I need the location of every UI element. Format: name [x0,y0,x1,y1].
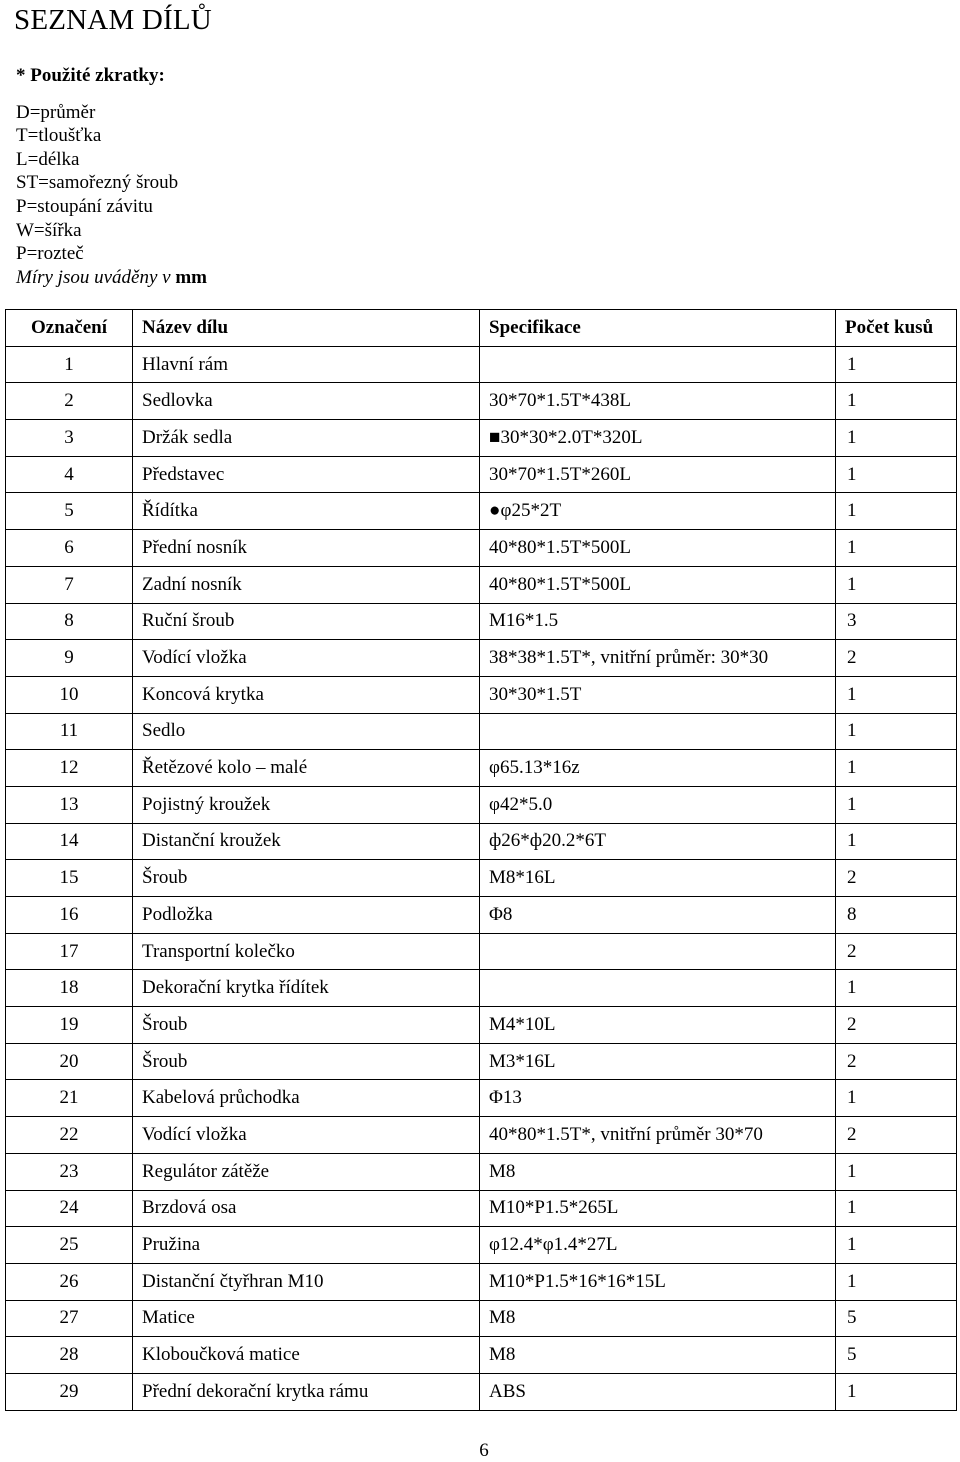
abbreviation-item: T=tloušťka [16,125,102,147]
cell-quantity: 2 [836,1007,957,1044]
abbreviation-item: P=rozteč [16,243,84,265]
cell-designation: 4 [6,456,133,493]
cell-specification: ф26*ф20.2*6T [480,823,836,860]
cell-specification: 30*30*1.5T [480,676,836,713]
cell-part-name: Transportní kolečko [133,933,480,970]
cell-quantity: 1 [836,750,957,787]
cell-specification: ABS [480,1373,836,1410]
table-row [6,530,957,567]
cell-designation: 1 [6,346,133,383]
cell-quantity: 1 [836,1190,957,1227]
cell-specification: Φ13 [480,1080,836,1117]
cell-specification: M4*10L [480,1007,836,1044]
cell-part-name: Kabelová průchodka [133,1080,480,1117]
cell-part-name: Řetězové kolo – malé [133,750,480,787]
cell-specification: Φ8 [480,897,836,934]
cell-part-name: Ruční šroub [133,603,480,640]
cell-designation: 14 [6,823,133,860]
cell-designation: 26 [6,1263,133,1300]
cell-part-name: Přední nosník [133,530,480,567]
cell-part-name: Vodící vložka [133,1117,480,1154]
cell-designation: 3 [6,420,133,457]
cell-designation: 9 [6,640,133,677]
cell-part-name: Šroub [133,1043,480,1080]
table-row [6,750,957,787]
table-row [6,1300,957,1337]
abbreviation-item: W=šířka [16,219,82,241]
cell-specification: M8 [480,1300,836,1337]
cell-quantity: 8 [836,897,957,934]
units-note-text: Míry jsou uváděny v [16,266,171,288]
cell-quantity: 1 [836,456,957,493]
cell-quantity: 3 [836,603,957,640]
cell-specification: M3*16L [480,1043,836,1080]
cell-part-name: Hlavní rám [133,346,480,383]
table-row [6,676,957,713]
cell-specification: 40*80*1.5T*500L [480,530,836,567]
cell-quantity: 1 [836,1227,957,1264]
cell-quantity: 1 [836,530,957,567]
table-row [6,1227,957,1264]
cell-quantity: 2 [836,640,957,677]
table-row [6,1043,957,1080]
cell-specification: 30*70*1.5T*260L [480,456,836,493]
cell-part-name: Vodící vložka [133,640,480,677]
cell-quantity: 1 [836,1153,957,1190]
cell-specification: 38*38*1.5T*, vnitřní průměr: 30*30 [480,640,836,677]
cell-designation: 21 [6,1080,133,1117]
table-row [6,970,957,1007]
cell-quantity: 2 [836,1117,957,1154]
cell-quantity: 1 [836,566,957,603]
cell-part-name: Kloboučková matice [133,1337,480,1374]
cell-specification: ●φ25*2T [480,493,836,530]
table-row [6,1190,957,1227]
cell-part-name: Šroub [133,860,480,897]
cell-part-name: Distanční kroužek [133,823,480,860]
cell-quantity: 1 [836,970,957,1007]
parts-table [5,309,957,1411]
cell-part-name: Dekorační krytka řídítek [133,970,480,1007]
cell-designation: 2 [6,383,133,420]
table-row [6,1337,957,1374]
cell-specification: 40*80*1.5T*500L [480,566,836,603]
cell-quantity: 1 [836,1373,957,1410]
cell-specification: M8*16L [480,860,836,897]
cell-designation: 12 [6,750,133,787]
units-note-value: mm [175,266,207,288]
cell-specification [480,933,836,970]
cell-designation: 18 [6,970,133,1007]
table-row [6,933,957,970]
cell-specification: M10*P1.5*16*16*15L [480,1263,836,1300]
cell-quantity: 2 [836,1043,957,1080]
header-designation: Označení [6,310,133,347]
abbreviation-item: L=délka [16,148,80,170]
units-note [16,266,207,290]
cell-part-name: Šroub [133,1007,480,1044]
cell-specification: φ65.13*16z [480,750,836,787]
cell-designation: 24 [6,1190,133,1227]
table-row [6,823,957,860]
cell-designation: 6 [6,530,133,567]
table-row [6,493,957,530]
cell-designation: 19 [6,1007,133,1044]
cell-quantity: 5 [836,1300,957,1337]
cell-designation: 22 [6,1117,133,1154]
cell-part-name: Regulátor zátěže [133,1153,480,1190]
cell-specification: M10*P1.5*265L [480,1190,836,1227]
abbreviation-item: D=průměr [16,101,96,123]
cell-specification: M8 [480,1337,836,1374]
table-row [6,383,957,420]
cell-quantity: 1 [836,823,957,860]
cell-part-name: Sedlovka [133,383,480,420]
cell-quantity: 2 [836,933,957,970]
table-row [6,1263,957,1300]
page-title: SEZNAM DÍLŮ [14,4,212,36]
table-row [6,603,957,640]
cell-part-name: Zadní nosník [133,566,480,603]
table-row [6,860,957,897]
cell-quantity: 1 [836,346,957,383]
abbreviation-item: ST=samořezný šroub [16,172,179,194]
cell-specification: M16*1.5 [480,603,836,640]
cell-designation: 7 [6,566,133,603]
cell-quantity: 1 [836,1263,957,1300]
table-row [6,1153,957,1190]
table-row [6,897,957,934]
cell-quantity: 1 [836,676,957,713]
cell-part-name: Sedlo [133,713,480,750]
table-row [6,1080,957,1117]
header-part-name: Název dílu [133,310,480,347]
cell-specification: 30*70*1.5T*438L [480,383,836,420]
table-row [6,1117,957,1154]
table-row [6,1007,957,1044]
cell-designation: 5 [6,493,133,530]
table-row [6,420,957,457]
header-specification: Specifikace [480,310,836,347]
cell-specification: ■30*30*2.0T*320L [480,420,836,457]
cell-designation: 16 [6,897,133,934]
table-row [6,456,957,493]
cell-part-name: Brzdová osa [133,1190,480,1227]
cell-designation: 13 [6,786,133,823]
cell-designation: 8 [6,603,133,640]
cell-quantity: 2 [836,860,957,897]
cell-part-name: Distanční čtyřhran M10 [133,1263,480,1300]
cell-quantity: 1 [836,713,957,750]
page-number: 6 [479,1440,489,1461]
table-row [6,640,957,677]
table-row [6,346,957,383]
abbreviations-heading: * Použité zkratky: [16,65,165,86]
cell-specification: φ12.4*φ1.4*27L [480,1227,836,1264]
cell-quantity: 1 [836,1080,957,1117]
table-row [6,713,957,750]
cell-part-name: Představec [133,456,480,493]
cell-designation: 29 [6,1373,133,1410]
cell-specification [480,713,836,750]
cell-part-name: Držák sedla [133,420,480,457]
abbreviation-item: P=stoupání závitu [16,195,153,217]
cell-designation: 15 [6,860,133,897]
table-row [6,566,957,603]
cell-designation: 23 [6,1153,133,1190]
cell-quantity: 1 [836,786,957,823]
parts-table-body [6,346,957,1410]
cell-designation: 27 [6,1300,133,1337]
cell-specification [480,970,836,1007]
cell-part-name: Matice [133,1300,480,1337]
cell-designation: 10 [6,676,133,713]
cell-specification: M8 [480,1153,836,1190]
cell-specification [480,346,836,383]
cell-part-name: Přední dekorační krytka rámu [133,1373,480,1410]
cell-designation: 25 [6,1227,133,1264]
cell-part-name: Pružina [133,1227,480,1264]
cell-quantity: 1 [836,493,957,530]
cell-quantity: 5 [836,1337,957,1374]
table-row [6,786,957,823]
cell-designation: 17 [6,933,133,970]
table-row [6,1373,957,1410]
cell-part-name: Podložka [133,897,480,934]
cell-part-name: Pojistný kroužek [133,786,480,823]
header-quantity: Počet kusů [836,310,957,347]
cell-designation: 28 [6,1337,133,1374]
cell-part-name: Koncová krytka [133,676,480,713]
cell-quantity: 1 [836,420,957,457]
cell-specification: 40*80*1.5T*, vnitřní průměr 30*70 [480,1117,836,1154]
abbreviations-section [16,64,207,289]
cell-part-name: Řídítka [133,493,480,530]
cell-designation: 20 [6,1043,133,1080]
cell-specification: φ42*5.0 [480,786,836,823]
table-header-row [6,310,957,347]
cell-quantity: 1 [836,383,957,420]
cell-designation: 11 [6,713,133,750]
